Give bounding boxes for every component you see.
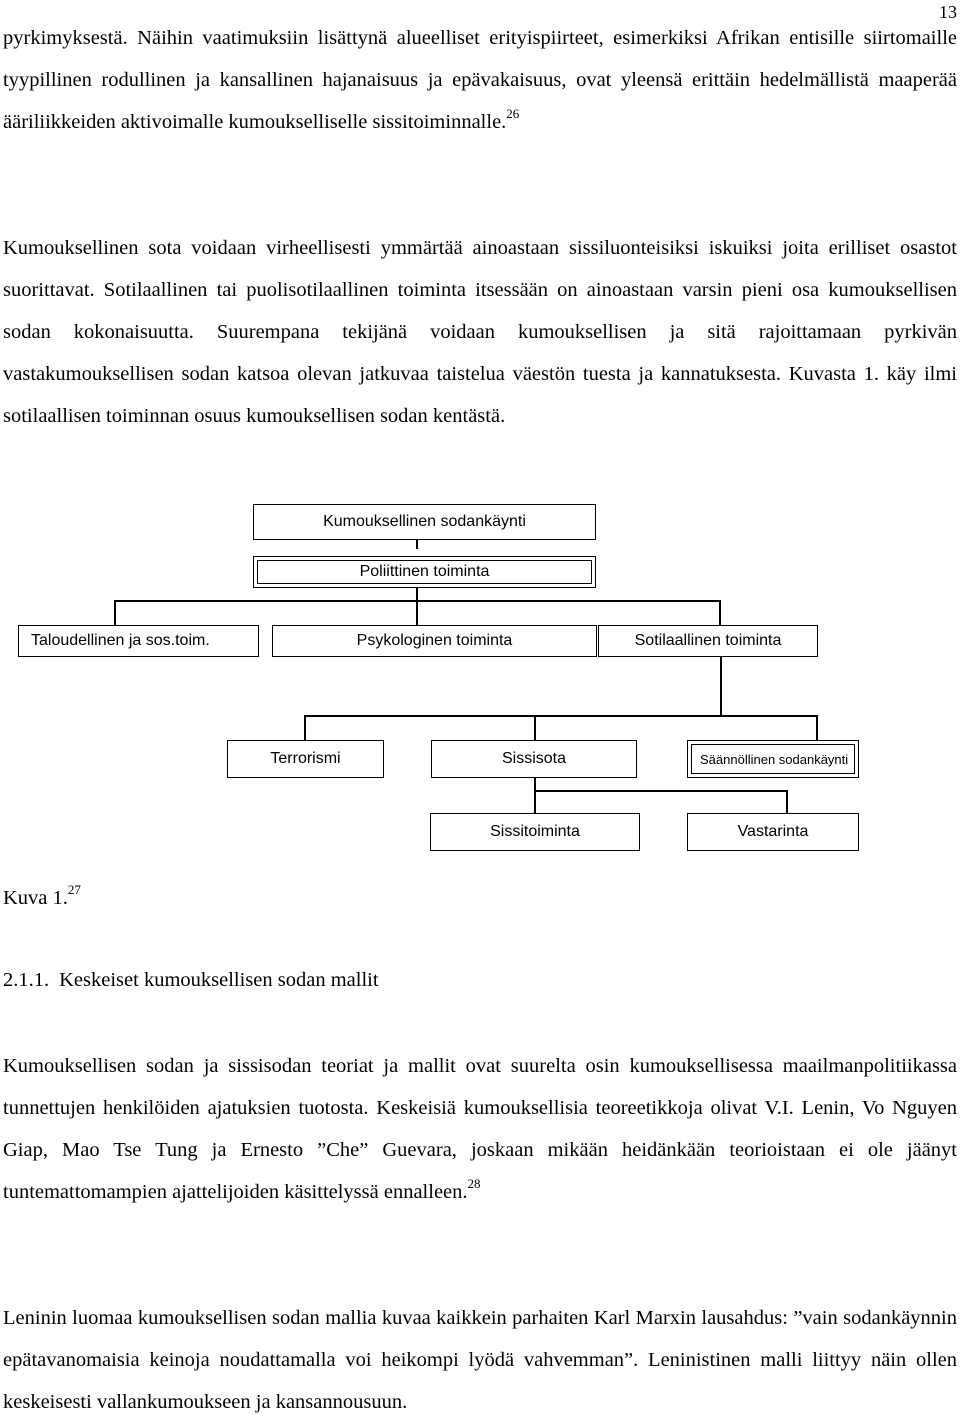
connector-line <box>816 715 818 741</box>
page-number: 13 <box>939 2 957 22</box>
connector-line <box>534 790 536 814</box>
paragraph-4-text: Leninin luomaa kumouksellisen sodan mallia kuvaa kaikkein parhaiten Karl Marxin lausahdus: ”vain sodankäynnin epätavanomaisia keinoja noudattamalla voi heikompi lyödä vahvemman”. Leninistinen malli liittyy näin ollen keskeisesti vallankumoukseen ja kansannousuun. <box>3 1307 957 1413</box>
connector-line <box>720 656 722 716</box>
footnote-ref-27: 27 <box>67 882 81 897</box>
figure-caption <box>3 880 81 916</box>
box-revolutionary-warfare: Kumouksellinen sodankäynti <box>253 504 596 540</box>
section-title: Keskeiset kumouksellisen sodan mallit <box>59 969 379 991</box>
box-economic-social: Taloudellinen ja sos.toim. <box>18 625 259 657</box>
box-guerrilla-activity: Sissitoiminta <box>430 813 640 851</box>
box-military-activity: Sotilaallinen toiminta <box>598 625 818 657</box>
paragraph-3-text: Kumouksellisen sodan ja sissisodan teoriat ja mallit ovat suurelta osin kumouksellisessa maailmanpolitiikassa tunnettujen henkilöiden ajatuksien tuotosta. Keskeisiä kumouksellisia teoreetikkoja olivat V.I. Lenin, Vo Nguyen Giap, Mao Tse Tung ja Ernesto ”Che” Guevara, joskaan mikään heidänkään teorioistaan ei ole jäänyt tuntemattomampien ajattelijoiden käsittelyssä ennalleen. <box>3 1055 957 1203</box>
section-number: 2.1.1. <box>3 969 50 991</box>
connector-line <box>416 539 418 549</box>
connector-line <box>534 777 536 791</box>
revolutionary-warfare-diagram <box>0 490 960 870</box>
paragraph-2-text: Kumouksellinen sota voidaan virheellisesti ymmärtää ainoastaan sissiluonteisiksi iskuiksi joita erilliset osastot suorittavat. Sotilaallinen tai puolisotilaallinen toiminta itsessään on ainoastaan varsin pieni osa kumouksellisen sodan kokonaisuutta. Suurempana tekijänä voidaan kumouksellisen ja sitä rajoittamaan pyrkivän vastakumouksellisen sodan katsoa olevan jatkuvaa taistelua väestön tuesta ja kannatuksesta. Kuvasta 1. käy ilmi sotilaallisen toiminnan osuus kumouksellisen sodan kentästä. <box>3 237 957 427</box>
box-regular-warfare: Säännöllinen sodankäynti <box>687 740 859 778</box>
connector-line <box>786 790 788 814</box>
paragraph-2 <box>3 227 957 437</box>
connector-line <box>114 600 116 626</box>
box-guerrilla-war: Sissisota <box>431 740 637 778</box>
box-terrorism: Terrorismi <box>227 740 384 778</box>
figure-caption-text: Kuva 1. <box>3 887 68 909</box>
paragraph-3 <box>3 1045 957 1213</box>
section-heading <box>3 962 379 998</box>
connector-line <box>304 715 306 741</box>
connector-line <box>416 600 418 626</box>
box-psychological-activity: Psykologinen toiminta <box>272 625 597 657</box>
box-political-activity: Poliittinen toiminta <box>253 556 596 588</box>
connector-line <box>719 600 721 626</box>
footnote-ref-28: 28 <box>467 1176 481 1191</box>
paragraph-4 <box>3 1297 957 1423</box>
connector-line <box>534 790 788 792</box>
paragraph-1-text: pyrkimyksestä. Näihin vaatimuksiin lisättynä alueelliset erityispiirteet, esimerkiksi Afrikan entisille siirtomaille tyypillinen rodullinen ja kansallinen hajanaisuus ja epävakaisuus, ovat yleensä erittäin hedelmällistä maaperää ääriliikkeiden aktivoimalle kumoukselliselle sissitoiminnalle. <box>3 27 957 133</box>
footnote-ref-26: 26 <box>506 106 520 121</box>
connector-line <box>304 715 818 717</box>
connector-line <box>416 587 418 601</box>
paragraph-1 <box>3 17 957 143</box>
connector-line <box>534 715 536 741</box>
box-resistance: Vastarinta <box>687 813 859 851</box>
